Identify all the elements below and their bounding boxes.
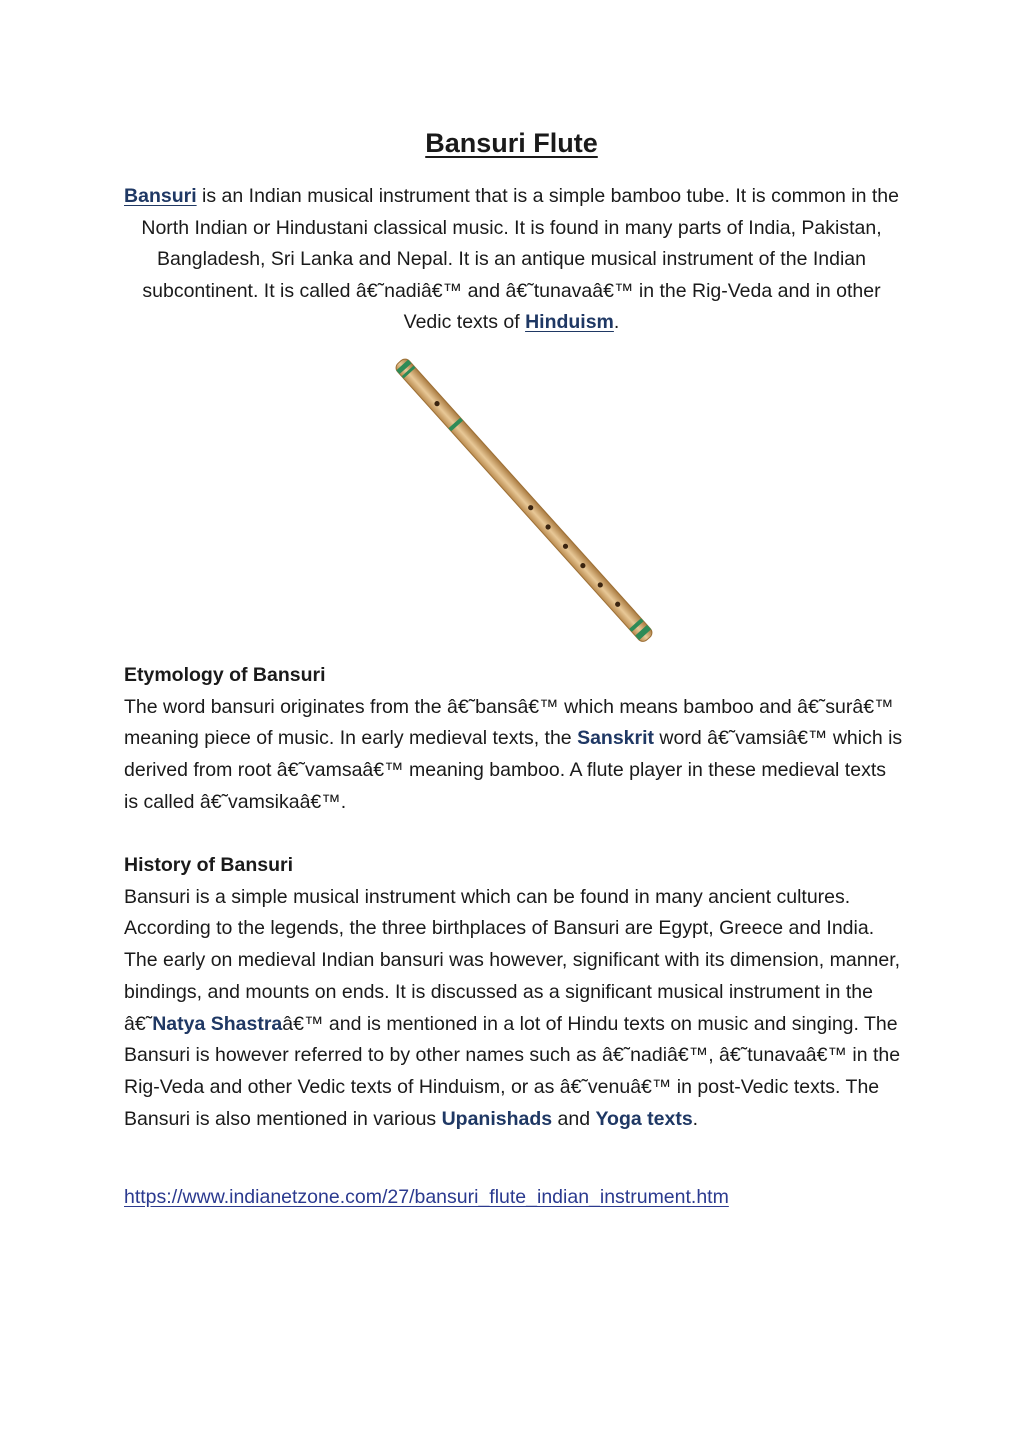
history-text-3: and [552,1107,596,1130]
bansuri-link[interactable]: Bansuri [124,185,197,207]
intro-paragraph [122,181,901,339]
etymology-text-2: word â€˜vamsiâ€™ which is derived from root â€˜vamsaâ€™ meaning bamboo. A flute player in these medieval texts is called â€˜vamsikaâ€™. [124,727,903,813]
history-heading: History of Bansuri [124,854,294,876]
etymology-text: The word bansuri originates from the â€˜bansâ€™ which means bamboo and â€˜surâ€™ meaning piece of music. In early medieval texts, the [124,695,894,750]
sanskrit-term: Sanskrit [577,727,655,750]
bansuri-flute-image [362,348,662,644]
history-text: Bansuri is a simple musical instrument which can be found in many ancient cultures. According to the legends, the three birthplaces of Bansuri are Egypt, Greece and India. The early on medieval Indian bansuri was however, significant with its dimension, manner, bindings, and mounts on ends. It is discussed as a significant musical instrument in the â€˜ [124,885,901,1035]
natya-shastra-term: Natya Shastra [152,1012,283,1035]
etymology-paragraph [124,692,904,819]
intro-end: . [613,311,620,333]
etymology-heading: Etymology of Bansuri [124,664,326,686]
upanishads-term: Upanishads [441,1107,553,1130]
history-end: . [692,1107,699,1130]
page-title: Bansuri Flute [425,128,598,158]
history-paragraph [124,882,904,1136]
history-section [124,850,904,1135]
hinduism-link[interactable]: Hinduism [525,311,614,333]
yoga-texts-term: Yoga texts [595,1107,693,1130]
intro-text: is an Indian musical instrument that is a simple bamboo tube. It is common in the North Indian or Hindustani classical music. It is found in many parts of India, Pakistan, Bangladesh, Sri Lanka and Nepal. It is an antique musical instrument of the Indian subcontinent. It is called â€˜nadiâ€™ and â€˜tunavaâ€™ in the Rig-Veda and in other Vedic texts of [141,185,899,333]
source-link[interactable]: https://www.indianetzone.com/27/bansuri_flute_indian_instrument.htm [124,1186,729,1208]
etymology-section [124,660,904,819]
history-text-2: â€™ and is mentioned in a lot of Hindu texts on music and singing. The Bansuri is however referred to by other names such as â€˜nadiâ€™, â€˜tunavaâ€™ in the Rig-Veda and other Vedic texts of Hinduism, or as â€˜venuâ€™ in post-Vedic texts. The Bansuri is also mentioned in various [124,1012,901,1130]
